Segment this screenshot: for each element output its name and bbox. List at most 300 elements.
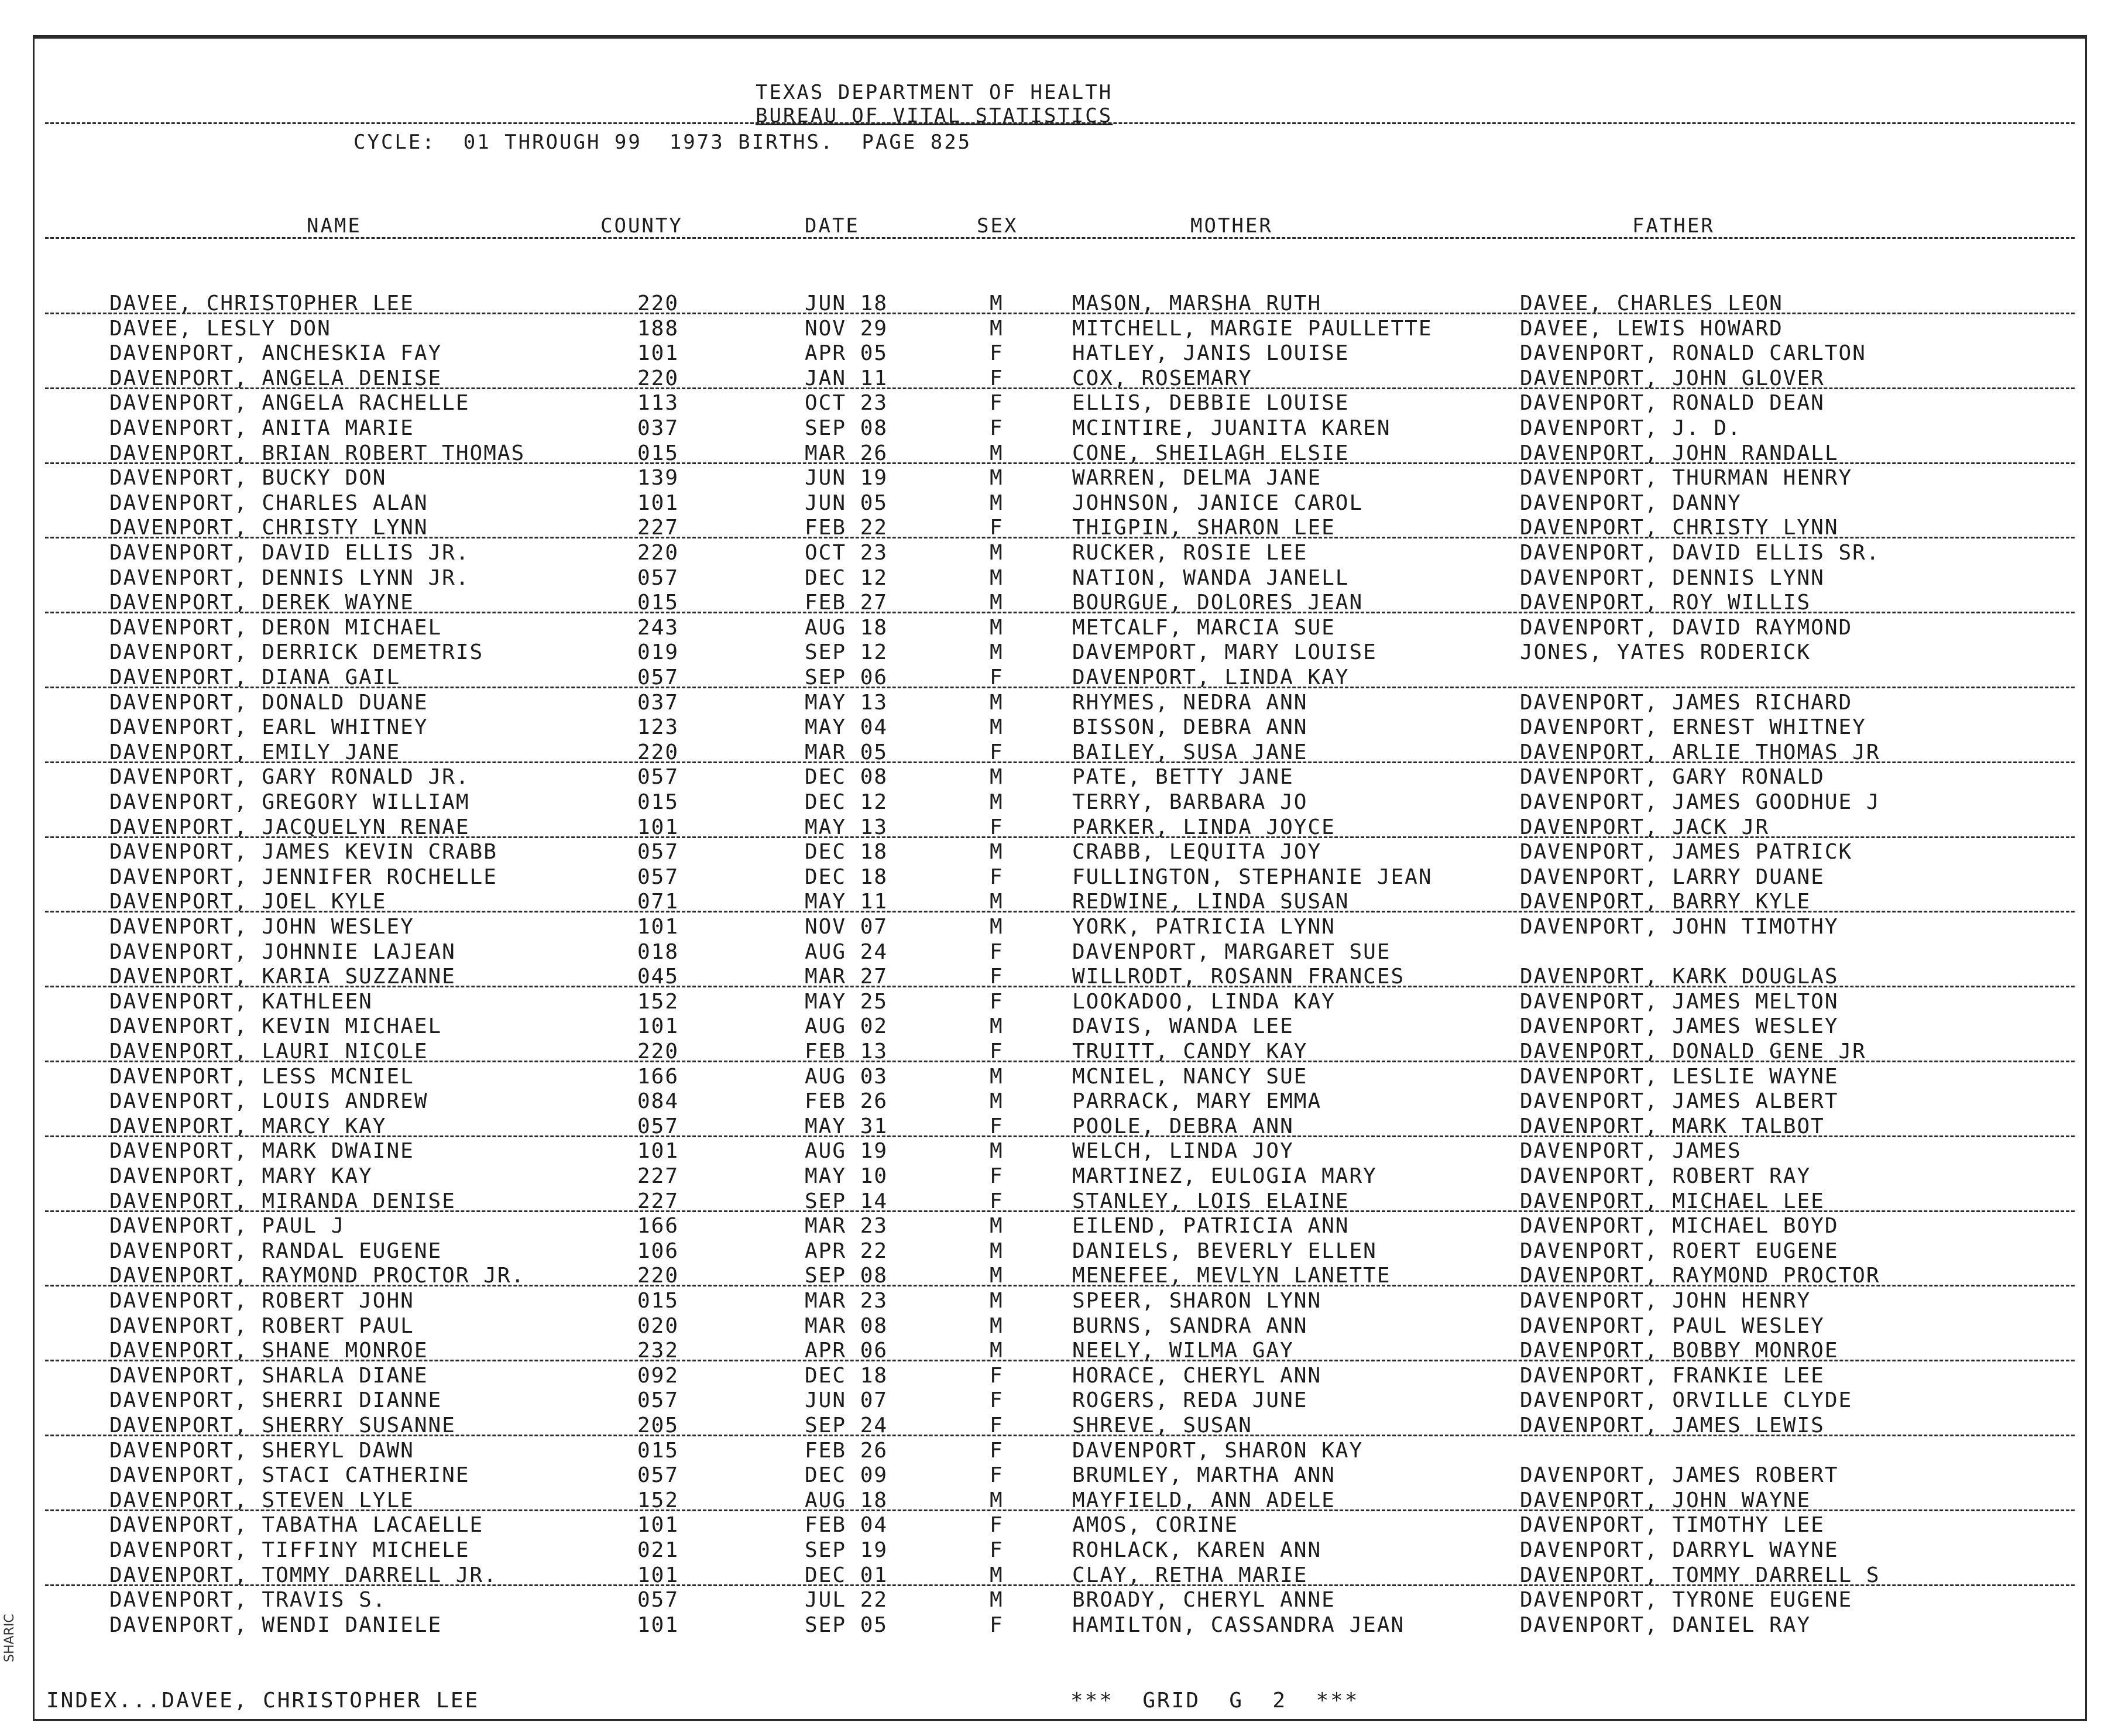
record-date: MAR 05: [805, 740, 888, 764]
record-name: DAVENPORT, MARY KAY: [109, 1164, 373, 1188]
record-name: DAVEE, CHRISTOPHER LEE: [109, 291, 414, 315]
record-mother: PARKER, LINDA JOYCE: [1072, 815, 1336, 839]
record-date: SEP 08: [805, 416, 888, 440]
record-row: [35, 1613, 2085, 1638]
record-date: SEP 08: [805, 1264, 888, 1288]
record-father: DAVENPORT, BOBBY MONROE: [1520, 1339, 1839, 1363]
record-county: 018: [637, 939, 679, 964]
record-row: [35, 890, 2085, 915]
record-sex: M: [990, 1089, 1004, 1114]
record-row: [35, 466, 2085, 491]
record-sex: M: [990, 565, 1004, 590]
record-county: 166: [637, 1064, 679, 1089]
record-name: DAVENPORT, PAUL J: [109, 1214, 345, 1238]
record-sex: M: [990, 1214, 1004, 1238]
record-date: AUG 19: [805, 1139, 888, 1164]
record-name: DAVENPORT, GARY RONALD JR.: [109, 765, 470, 790]
record-row: [35, 965, 2085, 990]
record-father: JONES, YATES RODERICK: [1520, 640, 1811, 665]
record-row: [35, 1164, 2085, 1189]
record-mother: BISSON, DEBRA ANN: [1072, 715, 1308, 740]
record-name: DAVENPORT, WENDI DANIELE: [109, 1613, 442, 1637]
record-sex: M: [990, 1588, 1004, 1613]
record-date: JUN 18: [805, 291, 888, 315]
record-sex: M: [990, 1313, 1004, 1338]
record-row: [35, 1413, 2085, 1439]
record-row: [35, 1463, 2085, 1488]
record-row: [35, 566, 2085, 591]
record-sex: M: [990, 1014, 1004, 1039]
record-row: [35, 1314, 2085, 1339]
record-row: [35, 291, 2085, 317]
record-sex: M: [990, 291, 1004, 315]
record-county: 037: [637, 690, 679, 715]
record-mother: NATION, WANDA JANELL: [1072, 565, 1350, 590]
record-county: 101: [637, 1513, 679, 1538]
record-father: DAVENPORT, RAYMOND PROCTOR: [1520, 1264, 1880, 1288]
record-row: [35, 1388, 2085, 1413]
record-father: DAVENPORT, JOHN HENRY: [1520, 1289, 1811, 1313]
record-name: DAVENPORT, KARIA SUZZANNE: [109, 965, 456, 989]
record-date: DEC 01: [805, 1563, 888, 1587]
record-father: DAVENPORT, JACK JR: [1520, 815, 1770, 839]
record-row: [35, 1339, 2085, 1364]
record-county: 015: [637, 1289, 679, 1313]
record-mother: WILLRODT, ROSANN FRANCES: [1072, 965, 1405, 989]
record-row: [35, 1364, 2085, 1389]
record-row: [35, 516, 2085, 541]
record-father: DAVENPORT, JAMES GOODHUE J: [1520, 790, 1880, 814]
record-father: DAVENPORT, ROY WILLIS: [1520, 591, 1811, 615]
record-row: [35, 1513, 2085, 1538]
record-mother: LOOKADOO, LINDA KAY: [1072, 989, 1336, 1014]
record-father: DAVENPORT, TYRONE EUGENE: [1520, 1588, 1853, 1613]
record-date: FEB 13: [805, 1039, 888, 1063]
record-date: MAY 11: [805, 890, 888, 914]
record-row: [35, 1014, 2085, 1039]
grid-label: *** GRID G 2 ***: [1070, 1689, 1360, 1713]
record-mother: HATLEY, JANIS LOUISE: [1072, 341, 1350, 366]
record-county: 101: [637, 1014, 679, 1039]
record-date: AUG 18: [805, 1488, 888, 1512]
record-father: DAVENPORT, JAMES ALBERT: [1520, 1089, 1839, 1114]
record-row: [35, 341, 2085, 366]
record-mother: BURNS, SANDRA ANN: [1072, 1313, 1308, 1338]
record-row: [35, 740, 2085, 766]
record-mother: PATE, BETTY JANE: [1072, 765, 1294, 790]
record-mother: SPEER, SHARON LYNN: [1072, 1289, 1322, 1313]
record-date: JUN 07: [805, 1388, 888, 1413]
record-date: DEC 12: [805, 565, 888, 590]
record-mother: METCALF, MARCIA SUE: [1072, 615, 1336, 640]
record-name: DAVENPORT, RAYMOND PROCTOR JR.: [109, 1264, 526, 1288]
record-sex: M: [990, 1139, 1004, 1164]
record-date: DEC 09: [805, 1463, 888, 1488]
record-sex: M: [990, 1488, 1004, 1512]
record-county: 101: [637, 1139, 679, 1164]
record-mother: MASON, MARSHA RUTH: [1072, 291, 1322, 315]
record-county: 101: [637, 490, 679, 515]
record-name: DAVENPORT, SHERRI DIANNE: [109, 1388, 442, 1413]
record-date: OCT 23: [805, 541, 888, 565]
record-county: 057: [637, 665, 679, 689]
record-row: [35, 1114, 2085, 1140]
record-mother: CONE, SHEILAGH ELSIE: [1072, 441, 1350, 465]
record-date: APR 05: [805, 341, 888, 366]
record-father: DAVENPORT, JAMES WESLEY: [1520, 1014, 1839, 1039]
record-date: AUG 18: [805, 615, 888, 640]
record-name: DAVENPORT, LOUIS ANDREW: [109, 1089, 428, 1114]
record-date: MAR 27: [805, 965, 888, 989]
record-row: [35, 815, 2085, 840]
record-mother: AMOS, CORINE: [1072, 1513, 1239, 1538]
record-date: FEB 04: [805, 1513, 888, 1538]
record-name: DAVENPORT, EMILY JANE: [109, 740, 401, 764]
record-county: 021: [637, 1538, 679, 1562]
record-father: DAVENPORT, JOHN WAYNE: [1520, 1488, 1811, 1512]
record-father: DAVENPORT, MICHAEL BOYD: [1520, 1214, 1839, 1238]
record-name: DAVENPORT, SHERRY SUSANNE: [109, 1413, 456, 1437]
record-date: APR 06: [805, 1339, 888, 1363]
record-row: [35, 1488, 2085, 1514]
record-mother: RHYMES, NEDRA ANN: [1072, 690, 1308, 715]
record-sex: M: [990, 1264, 1004, 1288]
record-date: JUN 19: [805, 466, 888, 490]
record-name: DAVENPORT, KATHLEEN: [109, 989, 373, 1014]
record-father: DAVENPORT, ROBERT RAY: [1520, 1164, 1811, 1188]
record-row: [35, 1139, 2085, 1164]
record-father: DAVENPORT, PAUL WESLEY: [1520, 1313, 1825, 1338]
record-name: DAVENPORT, MIRANDA DENISE: [109, 1189, 456, 1213]
record-mother: TERRY, BARBARA JO: [1072, 790, 1308, 814]
record-father: DAVENPORT, ARLIE THOMAS JR: [1520, 740, 1880, 764]
record-name: DAVENPORT, JOEL KYLE: [109, 890, 387, 914]
record-row: [35, 491, 2085, 516]
record-name: DAVENPORT, EARL WHITNEY: [109, 715, 428, 740]
record-sex: M: [990, 441, 1004, 465]
record-name: DAVENPORT, STEVEN LYLE: [109, 1488, 414, 1512]
record-name: DAVENPORT, BRIAN ROBERT THOMAS: [109, 441, 526, 465]
record-county: 227: [637, 516, 679, 540]
column-header-rule: [45, 237, 2075, 239]
record-mother: CRABB, LEQUITA JOY: [1072, 840, 1322, 864]
record-sex: F: [990, 1613, 1004, 1637]
record-date: MAY 10: [805, 1164, 888, 1188]
record-row: [35, 790, 2085, 815]
record-county: 057: [637, 765, 679, 790]
record-mother: HAMILTON, CASSANDRA JEAN: [1072, 1613, 1405, 1637]
record-row: [35, 1189, 2085, 1214]
record-sex: F: [990, 1363, 1004, 1388]
record-name: DAVENPORT, LESS MCNIEL: [109, 1064, 414, 1089]
record-date: MAR 08: [805, 1313, 888, 1338]
record-mother: DANIELS, BEVERLY ELLEN: [1072, 1238, 1377, 1263]
record-name: DAVENPORT, DENNIS LYNN JR.: [109, 565, 470, 590]
record-father: DAVENPORT, TOMMY DARRELL S: [1520, 1563, 1880, 1587]
record-name: DAVENPORT, JACQUELYN RENAE: [109, 815, 470, 839]
record-sex: F: [990, 740, 1004, 764]
record-county: 019: [637, 640, 679, 665]
top-border: [35, 37, 2085, 39]
record-county: 232: [637, 1339, 679, 1363]
bureau-title: BUREAU OF VITAL STATISTICS: [756, 104, 1113, 128]
col-sex: SEX: [977, 214, 1018, 238]
record-mother: DAVENPORT, LINDA KAY: [1072, 665, 1350, 689]
record-name: DAVENPORT, ANITA MARIE: [109, 416, 414, 440]
record-county: 166: [637, 1214, 679, 1238]
record-name: DAVENPORT, DONALD DUANE: [109, 690, 428, 715]
record-name: DAVENPORT, ANGELA DENISE: [109, 366, 442, 390]
record-row: [35, 765, 2085, 790]
record-name: DAVENPORT, SHERYL DAWN: [109, 1438, 414, 1463]
record-sex: M: [990, 1339, 1004, 1363]
record-date: AUG 03: [805, 1064, 888, 1089]
record-county: 243: [637, 615, 679, 640]
record-mother: NEELY, WILMA GAY: [1072, 1339, 1294, 1363]
record-name: DAVENPORT, GREGORY WILLIAM: [109, 790, 470, 814]
record-sex: F: [990, 1039, 1004, 1063]
record-date: FEB 26: [805, 1438, 888, 1463]
record-county: 015: [637, 790, 679, 814]
record-date: FEB 27: [805, 591, 888, 615]
record-name: DAVENPORT, TABATHA LACAELLE: [109, 1513, 484, 1538]
record-father: DAVENPORT, THURMAN HENRY: [1520, 466, 1853, 490]
record-name: DAVENPORT, RANDAL EUGENE: [109, 1238, 442, 1263]
record-father: DAVENPORT, LESLIE WAYNE: [1520, 1064, 1839, 1089]
record-sex: F: [990, 1538, 1004, 1562]
record-county: 220: [637, 541, 679, 565]
record-father: DAVENPORT, GARY RONALD: [1520, 765, 1825, 790]
record-mother: COX, ROSEMARY: [1072, 366, 1252, 390]
col-date: DATE: [805, 214, 860, 238]
record-mother: BROADY, CHERYL ANNE: [1072, 1588, 1336, 1613]
record-name: DAVENPORT, DEREK WAYNE: [109, 591, 414, 615]
record-name: DAVENPORT, TRAVIS S.: [109, 1588, 387, 1613]
cycle-line: CYCLE: 01 THROUGH 99 1973 BIRTHS. PAGE 825: [353, 131, 972, 154]
record-row: [35, 990, 2085, 1015]
record-sex: F: [990, 989, 1004, 1014]
record-name: DAVENPORT, DERON MICHAEL: [109, 615, 442, 640]
record-mother: MCINTIRE, JUANITA KAREN: [1072, 416, 1391, 440]
record-county: 092: [637, 1363, 679, 1388]
record-date: SEP 06: [805, 665, 888, 689]
record-name: DAVENPORT, DERRICK DEMETRIS: [109, 640, 484, 665]
record-date: SEP 05: [805, 1613, 888, 1637]
record-sex: M: [990, 715, 1004, 740]
record-county: 139: [637, 466, 679, 490]
record-mother: POOLE, DEBRA ANN: [1072, 1114, 1294, 1138]
record-father: DAVENPORT, BARRY KYLE: [1520, 890, 1811, 914]
record-date: JUL 22: [805, 1588, 888, 1613]
index-line: INDEX...DAVEE, CHRISTOPHER LEE: [46, 1689, 480, 1713]
record-county: 152: [637, 989, 679, 1014]
record-name: DAVENPORT, ANGELA RACHELLE: [109, 391, 470, 416]
record-date: SEP 24: [805, 1413, 888, 1437]
record-sex: M: [990, 1289, 1004, 1313]
record-county: 057: [637, 1114, 679, 1138]
record-father: DAVENPORT, DAVID ELLIS SR.: [1520, 541, 1880, 565]
record-county: 084: [637, 1089, 679, 1114]
record-date: MAR 26: [805, 441, 888, 465]
record-date: DEC 18: [805, 864, 888, 889]
record-county: 057: [637, 1588, 679, 1613]
record-mother: WELCH, LINDA JOY: [1072, 1139, 1294, 1164]
record-mother: BAILEY, SUSA JANE: [1072, 740, 1308, 764]
record-father: DAVENPORT, JOHN TIMOTHY: [1520, 915, 1839, 939]
record-mother: DAVIS, WANDA LEE: [1072, 1014, 1294, 1039]
record-mother: TRUITT, CANDY KAY: [1072, 1039, 1308, 1063]
record-date: NOV 07: [805, 915, 888, 939]
record-mother: BRUMLEY, MARTHA ANN: [1072, 1463, 1336, 1488]
record-county: 057: [637, 1388, 679, 1413]
record-sex: F: [990, 939, 1004, 964]
record-date: DEC 18: [805, 1363, 888, 1388]
record-county: 220: [637, 291, 679, 315]
record-row: [35, 1089, 2085, 1114]
record-name: DAVENPORT, MARCY KAY: [109, 1114, 387, 1138]
record-date: AUG 24: [805, 939, 888, 964]
record-sex: M: [990, 840, 1004, 864]
record-sex: F: [990, 1114, 1004, 1138]
record-row: [35, 915, 2085, 940]
record-father: DAVENPORT, JAMES ROBERT: [1520, 1463, 1839, 1488]
record-date: AUG 02: [805, 1014, 888, 1039]
record-mother: ELLIS, DEBBIE LOUISE: [1072, 391, 1350, 416]
record-county: 057: [637, 864, 679, 889]
record-county: 037: [637, 416, 679, 440]
record-county: 227: [637, 1164, 679, 1188]
record-sex: M: [990, 690, 1004, 715]
record-county: 220: [637, 740, 679, 764]
record-mother: THIGPIN, SHARON LEE: [1072, 516, 1336, 540]
record-mother: MCNIEL, NANCY SUE: [1072, 1064, 1308, 1089]
record-sex: F: [990, 815, 1004, 839]
record-father: DAVENPORT, JOHN GLOVER: [1520, 366, 1825, 390]
record-mother: FULLINGTON, STEPHANIE JEAN: [1072, 864, 1433, 889]
record-mother: MITCHELL, MARGIE PAULLETTE: [1072, 316, 1433, 341]
record-mother: HORACE, CHERYL ANN: [1072, 1363, 1322, 1388]
record-county: 101: [637, 815, 679, 839]
record-name: DAVENPORT, CHRISTY LYNN: [109, 516, 428, 540]
record-sex: M: [990, 541, 1004, 565]
record-sex: F: [990, 1438, 1004, 1463]
record-date: NOV 29: [805, 316, 888, 341]
record-date: DEC 18: [805, 840, 888, 864]
record-mother: YORK, PATRICIA LYNN: [1072, 915, 1336, 939]
record-father: DAVEE, CHARLES LEON: [1520, 291, 1783, 315]
record-date: MAY 13: [805, 815, 888, 839]
record-mother: CLAY, RETHA MARIE: [1072, 1563, 1308, 1587]
record-father: DAVENPORT, DENNIS LYNN: [1520, 565, 1825, 590]
record-sex: F: [990, 416, 1004, 440]
record-sex: F: [990, 1463, 1004, 1488]
record-sex: M: [990, 915, 1004, 939]
record-date: APR 22: [805, 1238, 888, 1263]
record-row: [35, 640, 2085, 665]
record-mother: MENEFEE, MEVLYN LANETTE: [1072, 1264, 1391, 1288]
record-mother: STANLEY, LOIS ELAINE: [1072, 1189, 1350, 1213]
record-name: DAVENPORT, JOHNNIE LAJEAN: [109, 939, 456, 964]
record-county: 101: [637, 1563, 679, 1587]
record-row: [35, 416, 2085, 441]
record-father: DAVENPORT, CHRISTY LYNN: [1520, 516, 1839, 540]
record-sex: F: [990, 366, 1004, 390]
record-date: MAR 23: [805, 1214, 888, 1238]
record-name: DAVENPORT, DIANA GAIL: [109, 665, 401, 689]
record-father: DAVENPORT, DARRYL WAYNE: [1520, 1538, 1839, 1562]
record-name: DAVENPORT, ANCHESKIA FAY: [109, 341, 442, 366]
record-county: 123: [637, 715, 679, 740]
record-county: 057: [637, 840, 679, 864]
agency-title: TEXAS DEPARTMENT OF HEALTH: [756, 81, 1113, 104]
record-county: 015: [637, 1438, 679, 1463]
record-name: DAVENPORT, JAMES KEVIN CRABB: [109, 840, 497, 864]
record-row: [35, 591, 2085, 616]
record-father: DAVENPORT, ORVILLE CLYDE: [1520, 1388, 1853, 1413]
record-father: DAVENPORT, J. D.: [1520, 416, 1742, 440]
record-father: DAVENPORT, MICHAEL LEE: [1520, 1189, 1825, 1213]
record-row: [35, 1039, 2085, 1065]
record-name: DAVENPORT, STACI CATHERINE: [109, 1463, 470, 1488]
record-sex: M: [990, 316, 1004, 341]
record-father: DAVENPORT, DONALD GENE JR: [1520, 1039, 1866, 1063]
record-name: DAVENPORT, KEVIN MICHAEL: [109, 1014, 442, 1039]
record-father: DAVENPORT, TIMOTHY LEE: [1520, 1513, 1825, 1538]
record-mother: DAVENPORT, MARGARET SUE: [1072, 939, 1391, 964]
record-sex: M: [990, 466, 1004, 490]
record-father: DAVENPORT, DAVID RAYMOND: [1520, 615, 1853, 640]
record-father: DAVENPORT, RONALD CARLTON: [1520, 341, 1866, 366]
side-watermark: SHARIC: [2, 1614, 17, 1662]
record-date: MAY 25: [805, 989, 888, 1014]
record-county: 227: [637, 1189, 679, 1213]
record-sex: F: [990, 864, 1004, 889]
record-date: MAY 31: [805, 1114, 888, 1138]
record-row: [35, 1563, 2085, 1589]
record-name: DAVENPORT, SHARLA DIANE: [109, 1363, 428, 1388]
record-sex: M: [990, 615, 1004, 640]
record-father: DAVENPORT, MARK TALBOT: [1520, 1114, 1825, 1138]
record-father: DAVENPORT, JAMES: [1520, 1139, 1742, 1164]
record-row: [35, 665, 2085, 691]
record-county: 220: [637, 1264, 679, 1288]
record-row: [35, 366, 2085, 392]
record-county: 045: [637, 965, 679, 989]
document-sheet: [33, 35, 2087, 1721]
record-father: DAVENPORT, JOHN RANDALL: [1520, 441, 1839, 465]
record-county: 188: [637, 316, 679, 341]
record-father: DAVENPORT, JAMES RICHARD: [1520, 690, 1853, 715]
record-sex: F: [990, 965, 1004, 989]
record-county: 101: [637, 915, 679, 939]
record-county: 057: [637, 1463, 679, 1488]
record-sex: F: [990, 1189, 1004, 1213]
record-row: [35, 317, 2085, 342]
record-mother: MARTINEZ, EULOGIA MARY: [1072, 1164, 1377, 1188]
record-father: DAVENPORT, LARRY DUANE: [1520, 864, 1825, 889]
record-date: SEP 12: [805, 640, 888, 665]
record-date: FEB 26: [805, 1089, 888, 1114]
record-row: [35, 865, 2085, 890]
record-sex: M: [990, 1238, 1004, 1263]
record-row: [35, 691, 2085, 716]
record-name: DAVENPORT, LAURI NICOLE: [109, 1039, 428, 1063]
record-father: DAVENPORT, JAMES MELTON: [1520, 989, 1839, 1014]
record-county: 071: [637, 890, 679, 914]
record-date: JUN 05: [805, 490, 888, 515]
record-sex: M: [990, 640, 1004, 665]
record-mother: DAVEMPORT, MARY LOUISE: [1072, 640, 1377, 665]
